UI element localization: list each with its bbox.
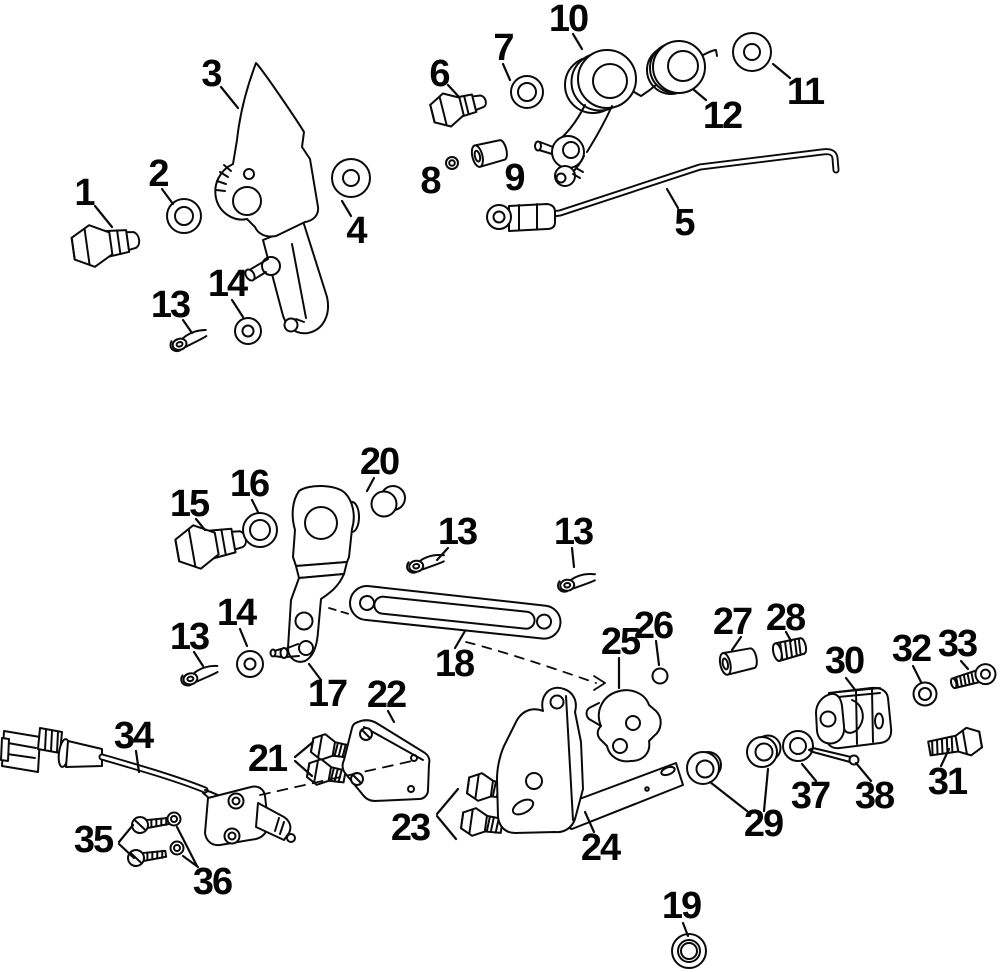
- part-15-bolt: [173, 517, 249, 572]
- callout-13-19: 13: [169, 616, 209, 658]
- part-20-bushing: [372, 486, 406, 517]
- callout-23-25: 23: [390, 807, 430, 849]
- callout-10-9: 10: [548, 0, 588, 40]
- callout-36-38: 36: [192, 861, 232, 903]
- callout-8-7: 8: [420, 160, 440, 202]
- callout-18-22: 18: [434, 643, 474, 685]
- part-7-washer: [511, 76, 543, 108]
- callout-4-3: 4: [346, 210, 366, 252]
- callout-31-33: 31: [927, 761, 967, 803]
- part-26-ball: [653, 669, 668, 684]
- part-22-mount-plate: [343, 720, 430, 801]
- part-1-bolt: [70, 219, 142, 270]
- callout-16-15: 16: [229, 463, 269, 505]
- callout-14-13: 14: [207, 263, 247, 305]
- callout-27-29: 27: [712, 601, 752, 643]
- part-27-bushing: [718, 647, 759, 676]
- callout-34-36: 34: [113, 715, 153, 757]
- part-8-ring: [446, 157, 458, 169]
- part-11-washer: [733, 33, 771, 71]
- callout-14-20: 14: [216, 592, 256, 634]
- callout-21-24: 21: [247, 738, 287, 780]
- part-16-washer: [243, 513, 277, 547]
- callout-30-32: 30: [824, 640, 864, 682]
- part-30-clamp-block: [816, 688, 891, 748]
- part-25-bracket: [587, 690, 661, 761]
- part-37-washer: [783, 731, 813, 761]
- callout-29-31: 29: [743, 803, 783, 845]
- part-10-throttle-lever: [535, 50, 636, 186]
- callout-5-4: 5: [674, 202, 694, 244]
- callout-7-6: 7: [493, 27, 513, 69]
- part-18-connector-link: [348, 584, 562, 640]
- callout-22-23: 22: [366, 674, 406, 716]
- callout-38-40: 38: [854, 775, 894, 817]
- callout-6-5: 6: [429, 53, 449, 95]
- callout-15-14: 15: [169, 483, 209, 525]
- callout-32-34: 32: [891, 628, 931, 670]
- part-33-screw: [949, 662, 998, 694]
- callout-11-10: 11: [786, 71, 824, 113]
- callout-35-37: 35: [73, 819, 113, 861]
- part-31-bolt: [927, 726, 983, 763]
- callout-13-12: 13: [150, 284, 190, 326]
- callout-2-1: 2: [148, 153, 168, 195]
- callout-20-16: 20: [359, 441, 399, 483]
- callout-24-26: 24: [580, 827, 620, 869]
- part-19-washer: [672, 934, 706, 968]
- part-12-spring: [634, 41, 717, 96]
- callout-28-30: 28: [765, 597, 805, 639]
- callout-13-18: 13: [553, 511, 593, 553]
- callout-37-39: 37: [790, 775, 830, 817]
- callout-9-8: 9: [504, 157, 524, 199]
- part-13-cotter-pin-d: [180, 665, 220, 687]
- callout-13-17: 13: [437, 511, 477, 553]
- part-4-washer: [332, 159, 370, 197]
- part-38-pin: [809, 748, 859, 765]
- callout-17-21: 17: [307, 673, 347, 715]
- callout-1-0: 1: [74, 172, 94, 214]
- part-32-washer: [914, 683, 937, 706]
- callout-3-2: 3: [201, 53, 221, 95]
- part-5-shift-rod: [487, 152, 836, 231]
- callout-33-35: 33: [937, 623, 977, 665]
- part-13-cotter-pin-a: [168, 329, 209, 353]
- part-17-link-lever: [271, 486, 360, 662]
- callout-12-11: 12: [702, 95, 742, 137]
- part-13-cotter-pin-c: [557, 573, 597, 593]
- callout-25-27: 25: [600, 621, 640, 663]
- part-14-washer-b: [237, 651, 263, 677]
- callout-26-28: 26: [633, 605, 673, 647]
- part-9-bushing: [470, 138, 509, 168]
- part-14-washer-a: [235, 318, 261, 344]
- callout-19-41: 19: [661, 885, 701, 927]
